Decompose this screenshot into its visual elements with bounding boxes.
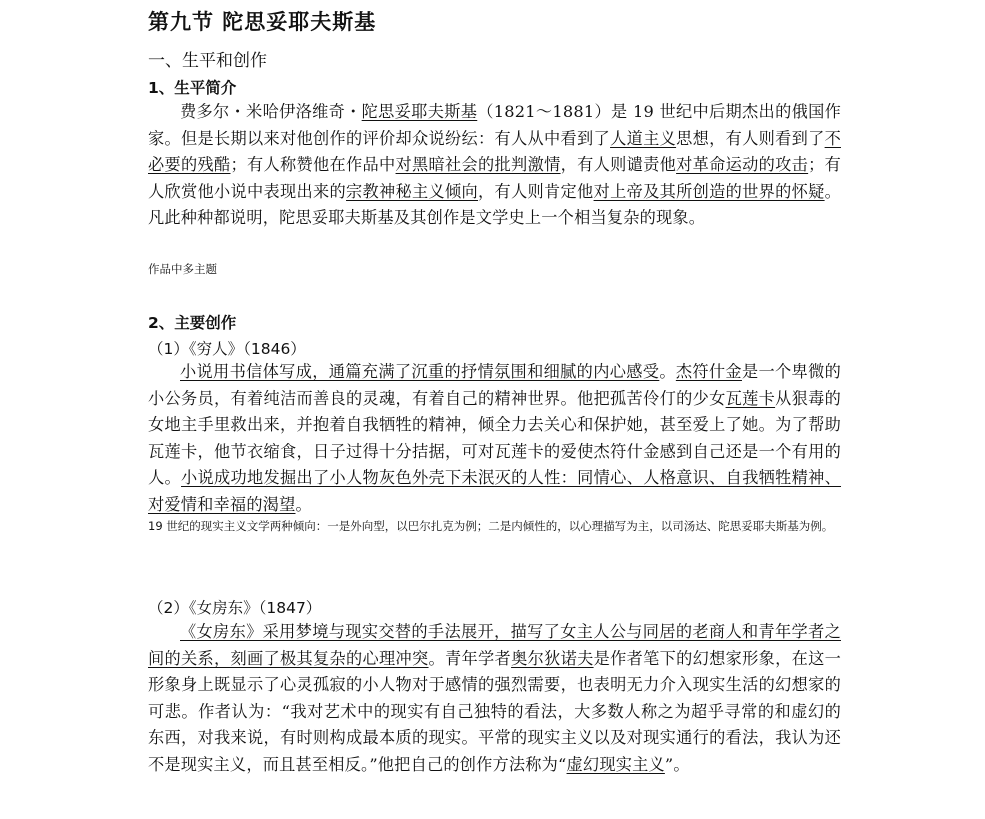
poor-folk-paragraph: 小说用书信体写成，通篇充满了沉重的抒情氛围和细腻的内心感受。杰符什金是一个卑微的小公务员，有着纯洁而善良的灵魂，有着自己的精神世界。他把孤苦伶仃的少女瓦莲卡从狠毒的女地主手里救出来，并抱着自我牺牲的精神，倾全力去关心和保护她，甚至爱上了她。为了帮助瓦莲卡，他节衣缩食，日子过得十分拮据，可对瓦莲卡的爱使杰符什金感到自己还是一个有用的人。小说成功地发掘出了小人物灰色外壳下未泯灭的人性：同情心、人格意识、自我牺牲精神、对爱情和幸福的渴望。 — [148, 362, 842, 514]
underlined-text: 对革命运动的攻击 — [676, 155, 809, 175]
subsection-heading-works: 2、主要创作 — [148, 314, 237, 332]
section-heading: 一、生平和创作 — [148, 51, 267, 71]
underlined-text: 小说用书信体写成，通篇充满了沉重的抒情氛围和细腻的内心感受 — [180, 362, 660, 381]
underlined-text: 奥尔狄诺夫 — [511, 648, 594, 668]
work-heading-landlady: （2）《女房东》（1847） — [148, 599, 322, 617]
underlined-text: 陀思妥耶夫斯基 — [361, 102, 478, 121]
page-title: 第九节 陀思妥耶夫斯基 — [148, 10, 377, 34]
underlined-text: 瓦莲卡 — [725, 388, 776, 408]
underlined-text: 《女房东》采用梦境与现实交替的手法展开，描写了女主人公与同居的老商人和青年学者之间的关系，刻画了极其复杂的心理冲突 — [148, 622, 841, 668]
margin-note: 作品中多主题 — [148, 262, 217, 276]
underlined-text: 对上帝及其所创造的世界的怀疑 — [593, 181, 825, 201]
underlined-text: 不必要的残酷 — [148, 128, 841, 175]
underlined-text: 虚幻现实主义 — [566, 754, 665, 774]
underlined-text: 对黑暗社会的批判激情 — [395, 155, 561, 175]
footnote: 19 世纪的现实主义文学两种倾向：一是外向型，以巴尔扎克为例；二是内倾性的，以心理描写为主，以司汤达、陀思妥耶夫斯基为例。 — [148, 519, 834, 533]
bio-paragraph: 费多尔・米哈伊洛维奇・陀思妥耶夫斯基（1821～1881）是 19 世纪中后期杰出的俄国作家。但是长期以来对他创作的评价却众说纷纭：有人从中看到了人道主义思想，有人则看到了不必要的残酷；有人称赞他在作品中对黑暗社会的批判激情，有人则谴责他对革命运动的攻击；有人欣赏他小说中表现出来的宗教神秘主义倾向，有人则肯定他对上帝及其所创造的世界的怀疑。凡此种种都说明，陀思妥耶夫斯基及其创作是文学史上一个相当复杂的现象。 — [148, 102, 842, 228]
underlined-text: 宗教神秘主义倾向 — [346, 181, 479, 201]
underlined-text: 人道主义 — [610, 128, 677, 148]
work-heading-poor-folk: （1）《穷人》（1846） — [148, 340, 306, 358]
underlined-text: 小说成功地发掘出了小人物灰色外壳下未泯灭的人性：同情心、人格意识、自我牺牲精神、对爱情和幸福的渴望 — [148, 468, 842, 514]
underlined-text: 杰符什金 — [675, 362, 742, 381]
landlady-paragraph: 《女房东》采用梦境与现实交替的手法展开，描写了女主人公与同居的老商人和青年学者之间的关系，刻画了极其复杂的心理冲突。青年学者奥尔狄诺夫是作者笔下的幻想家形象，在这一形象身上既显示了心灵孤寂的小人物对于感情的强烈需要，也表明无力介入现实生活的幻想家的可悲。作者认为：“我对艺术中的现实有自己独特的看法，大多数人称之为超乎寻常的和虚幻的东西，对我来说，有时则构成最本质的现实。平常的现实主义以及对现实通行的看法，我认为还不是现实主义，而且甚至相反。”他把自己的创作方法称为“虚幻现实主义”。 — [148, 622, 842, 774]
subsection-heading-bio: 1、生平简介 — [148, 79, 237, 97]
